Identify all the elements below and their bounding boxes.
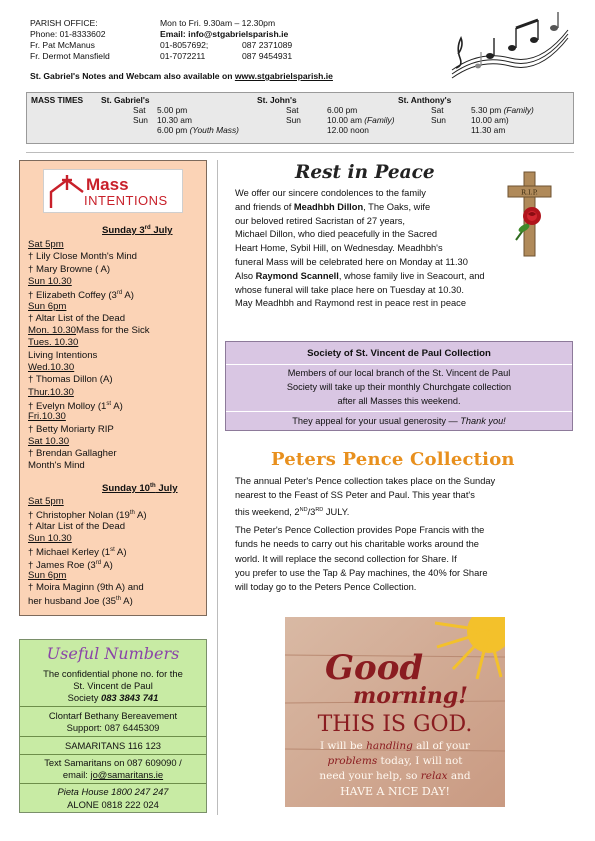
intention-sup: th	[116, 596, 122, 603]
rip-text: We offer our sincere condolences to the family	[235, 188, 426, 198]
church-cross-icon	[47, 174, 87, 210]
mass-day: Sun	[286, 115, 301, 125]
intention-item	[28, 594, 133, 607]
deceased-name: Meadhbh Dillon	[293, 201, 364, 212]
rip-text: Heart Home, Sybil Hill, on Wednesday. Meadhbh's	[235, 243, 443, 254]
sunday-heading	[102, 481, 178, 494]
mass-time	[327, 115, 395, 125]
pp-line: The annual Peter's Pence collection takes place on the Sunday	[235, 476, 496, 486]
intention-time	[28, 411, 66, 422]
intention-time	[28, 533, 72, 544]
logo-word-mass: Mass	[86, 175, 129, 194]
intention-text: † James Roe (3	[28, 559, 96, 571]
pp-date-c: JULY.	[323, 506, 350, 517]
intention-text: Mon. 10.30	[28, 325, 77, 337]
sunday-heading-rest: July	[155, 483, 178, 495]
mass-time	[471, 105, 534, 115]
intention-text: † Elizabeth Coffey (3	[28, 290, 117, 302]
divider	[20, 783, 206, 784]
mass-time	[157, 115, 192, 125]
header-row-label: PARISH OFFICE:	[30, 18, 98, 28]
intention-text: † Christopher Nolan (19	[28, 510, 130, 522]
intention-text: Sun 6pm	[28, 300, 67, 312]
header-row-value: 01-8057692;	[160, 40, 209, 50]
header-footnote-text: St. Gabriel's Notes and Webcam also available on	[30, 71, 233, 81]
intention-item	[28, 460, 85, 471]
rip-line	[235, 216, 405, 227]
mass-time-value: 10.00 am)	[471, 115, 509, 125]
sunday-heading-text: Sunday 10	[102, 483, 150, 495]
intention-item	[28, 288, 134, 301]
intention-time	[28, 570, 66, 581]
header-row	[30, 40, 470, 51]
intention-time	[28, 387, 74, 398]
rip-line	[235, 202, 430, 213]
intention-item	[28, 374, 113, 385]
bethany-line: Support: 087 6445309	[66, 722, 160, 733]
intention-item	[28, 508, 147, 521]
mass-day: Sun	[133, 115, 148, 125]
pp-line: will today go to the Peters Pence Collection.	[235, 582, 417, 593]
header-row-label: Fr. Dermot Mansfield	[30, 51, 110, 61]
intention-text: her husband Joe (35	[28, 596, 117, 608]
intention-text: † Altar List of the Dead	[28, 312, 126, 324]
intention-text: Sat 5pm	[28, 239, 64, 250]
mass-time	[157, 125, 239, 135]
pp-line: nearest to the Feast of SS Peter and Paul. This year that's	[235, 490, 475, 501]
svdp-line: Society will take up their monthly Churchgate collection	[286, 382, 512, 392]
intention-text: Wed.10.30	[28, 362, 75, 373]
intention-sup: st	[110, 547, 115, 554]
intention-sup: rd	[95, 559, 102, 566]
logo-word-intentions: INTENTIONS	[84, 193, 168, 208]
svdp-title: Society of St. Vincent de Paul Collection	[307, 348, 491, 359]
svdp-phone: 083 3843 741	[101, 692, 159, 703]
mass-times-label: MASS TIMES	[31, 95, 84, 105]
email-line	[20, 769, 206, 780]
intention-text: † Betty Moriarty RIP	[28, 423, 114, 435]
intention-item	[28, 582, 144, 593]
intention-time	[28, 239, 64, 250]
svdp-line: Members of our local branch of the St. Vincent de Paul	[287, 368, 511, 378]
mass-day: Sat	[431, 105, 444, 115]
header-row-value: 01-7072211	[160, 51, 206, 61]
intention-text: Tues. 10.30	[28, 337, 79, 349]
pp-date-sup: RD	[315, 506, 324, 513]
header-row-extra: 087 2371089	[242, 40, 293, 50]
rip-title: Rest in Peace	[295, 162, 435, 183]
pp-date-b: /3	[307, 506, 316, 517]
image-text-morning: morning!	[353, 683, 468, 709]
mass-time	[327, 105, 357, 115]
divider	[226, 411, 572, 412]
intention-item	[28, 251, 137, 262]
church-name: St. Gabriel's	[101, 95, 150, 105]
divider	[20, 736, 206, 737]
rip-line	[235, 243, 443, 254]
rip-text: Also	[235, 270, 256, 281]
mass-time	[327, 125, 369, 135]
divider	[26, 152, 574, 153]
email-link[interactable]: jo@samaritans.ie	[90, 769, 164, 780]
good-morning-image	[285, 617, 505, 807]
pp-line: funds he needs to carry out his charitable works around the	[235, 539, 479, 550]
mass-time-value: 6.00 pm	[327, 105, 358, 115]
intention-item	[28, 424, 114, 435]
intention-time	[28, 436, 69, 447]
image-text-nice-day: HAVE A NICE DAY!	[340, 785, 450, 798]
rip-line	[235, 257, 468, 268]
intention-rest: A)	[101, 559, 113, 571]
mass-time	[471, 115, 509, 125]
svdp-appeal-text: They appeal for your usual generosity —	[292, 416, 461, 426]
sunday-heading-rest: July	[150, 225, 173, 237]
intention-time	[28, 276, 72, 287]
intention-text: Thur.10.30	[28, 386, 74, 398]
mass-time-value: 5.30 pm	[471, 105, 502, 115]
sunday-heading	[102, 223, 173, 236]
rip-line	[235, 229, 437, 240]
rip-text: our beloved retired Sacristan of 27 years,	[235, 215, 406, 226]
intention-item	[28, 350, 97, 361]
image-text-line5: problems today, I will not	[327, 755, 463, 767]
bethany-line: Clontarf Bethany Bereavement	[48, 710, 178, 721]
sunday-heading-sup: th	[150, 483, 156, 489]
header-row-extra: 087 9454931	[242, 51, 293, 61]
intention-text: Month's Mind	[28, 460, 85, 472]
header-row-label: Fr. Pat McManus	[30, 40, 95, 50]
pp-date-sup: ND	[299, 506, 308, 513]
website-link[interactable]: www.stgabrielsparish.ie	[234, 71, 333, 81]
mass-time-note: (Family)	[364, 115, 395, 125]
deceased-name: Raymond Scannell	[255, 270, 339, 281]
image-text-good: Good	[325, 648, 424, 688]
mass-time-note: (Family)	[503, 105, 534, 115]
rip-text: funeral Mass will be celebrated here on Monday at 11.30	[235, 257, 468, 267]
header-footnote	[30, 71, 333, 81]
rip-line	[235, 285, 464, 296]
text-samaritans-line: Text Samaritans on 087 609090 /	[44, 757, 182, 768]
svdp-thanks: Thank you!	[460, 416, 506, 426]
mass-day: Sat	[286, 105, 299, 115]
intention-time	[28, 362, 74, 373]
church-name: St. John's	[257, 95, 297, 105]
intention-text: Fri.10.30	[28, 411, 66, 423]
mass-time-note: (Youth Mass)	[189, 125, 239, 135]
mass-time-value: 5.00 pm	[157, 105, 188, 115]
intention-rest: A)	[114, 547, 127, 559]
music-notes-icon	[450, 10, 570, 84]
svdp-phone-desc: The confidential phone no. for the	[43, 668, 183, 679]
pp-line	[235, 505, 349, 518]
intention-rest: A)	[134, 510, 147, 522]
intention-time	[28, 337, 78, 348]
intention-after: Mass for the Sick	[76, 325, 150, 337]
mass-time-value: 10.00 am	[327, 115, 362, 125]
intention-text: Living Intentions	[28, 349, 98, 361]
intention-item	[28, 545, 127, 558]
intention-text: † Thomas Dillon (A)	[28, 374, 113, 386]
rip-text: , whose family live in Seacourt, and	[338, 270, 485, 281]
header-row	[30, 51, 470, 62]
useful-numbers-title: Useful Numbers	[46, 644, 180, 663]
cross-rose-icon	[502, 170, 557, 258]
pieta-text: Pieta House 1800 247 247	[57, 786, 169, 797]
intention-time	[28, 325, 150, 336]
intention-text: † Michael Kerley (1	[28, 547, 111, 559]
intention-text: Sat 5pm	[28, 496, 64, 507]
mass-intentions-logo	[43, 169, 183, 213]
intention-sup: rd	[116, 290, 123, 297]
mass-time-value: 11.30 am	[471, 125, 506, 135]
mass-day: Sun	[431, 115, 446, 125]
intention-time	[28, 496, 64, 507]
header-row-label: Phone: 01-8333602	[30, 29, 106, 39]
mass-day: Sat	[133, 105, 146, 115]
rip-line	[235, 271, 485, 282]
svdp-line: after all Masses this weekend.	[337, 396, 461, 406]
intention-item	[28, 264, 110, 275]
mass-time-value: 10.30 am	[157, 115, 192, 125]
intention-text: Sun 10.30	[28, 275, 72, 287]
mass-time	[157, 105, 187, 115]
intention-rest: A)	[122, 290, 134, 302]
rip-text: whose funeral will take place here on Tuesday at 10.30.	[235, 284, 464, 295]
sunday-heading-sup: rd	[144, 225, 151, 231]
image-text-line4: I will be handling all of your	[319, 740, 471, 752]
intention-rest: A)	[121, 596, 133, 608]
rip-line	[235, 298, 466, 309]
mass-intentions-box	[19, 160, 207, 616]
header-row-value: Email: info@stgabrielsparish.ie	[160, 29, 289, 39]
useful-numbers-box	[19, 639, 207, 813]
mass-times-box	[26, 92, 574, 144]
intention-item	[28, 558, 113, 571]
intention-text: † Lily Close Month's Mind	[28, 251, 138, 263]
intention-rest: A)	[111, 401, 123, 413]
intention-sup: st	[106, 400, 112, 407]
pieta-line	[20, 786, 206, 797]
rip-text: Michael Dillon, who died peacefully in the Sacred	[235, 229, 438, 240]
rip-text: , The Oaks, wife	[363, 201, 431, 212]
image-text-line6: need your help, so relax and	[319, 770, 471, 782]
mass-time-value: 12.00 noon	[327, 125, 369, 135]
pp-date-a: this weekend, 2	[235, 506, 300, 517]
intention-item	[28, 448, 117, 459]
samaritans-line: SAMARITANS 116 123	[64, 740, 162, 751]
intention-text: † Altar List of the Dead	[28, 520, 126, 532]
divider	[20, 706, 206, 707]
rip-line	[235, 188, 426, 199]
intention-text: Sun 10.30	[28, 532, 72, 544]
mass-time	[471, 125, 505, 135]
rip-text: May Meadhbh and Raymond rest in peace rest in peace	[235, 298, 467, 309]
intention-item	[28, 399, 123, 412]
peters-pence-title: Peters Pence Collection	[271, 449, 515, 470]
column-divider	[217, 160, 218, 815]
image-text-this-is-god: THIS IS GOD.	[317, 712, 473, 737]
cross-inscription: R.I.P.	[521, 188, 538, 197]
sunday-heading-text: Sunday 3	[102, 225, 145, 237]
pp-line: The Peter's Pence Collection provides Pope Francis with the	[235, 525, 485, 535]
church-name: St. Anthony's	[398, 95, 452, 105]
header-row	[30, 29, 470, 40]
svdp-society: Society	[67, 692, 99, 703]
intention-text: † Evelyn Molloy (1	[28, 401, 107, 413]
intention-text: Sat 10.30	[28, 435, 70, 447]
mass-time-value: 6.00 pm	[157, 125, 188, 135]
intention-time	[28, 301, 66, 312]
divider	[20, 754, 206, 755]
header-row	[30, 18, 470, 29]
intention-text: † Mary Browne ( A)	[28, 263, 111, 275]
intention-text: Sun 6pm	[28, 569, 67, 581]
intention-text: † Moira Maginn (9th A) and	[28, 582, 144, 594]
intention-item	[28, 521, 125, 532]
header-row-value: Mon to Fri. 9.30am – 12.30pm	[160, 18, 276, 28]
email-label: email:	[62, 769, 91, 780]
svdp-box	[225, 341, 573, 431]
pp-line: world. It will replace the second collection for Share. If	[235, 553, 457, 564]
rip-text: and friends of	[235, 201, 294, 212]
intention-sup: th	[129, 510, 135, 517]
divider	[226, 364, 572, 365]
intention-item	[28, 313, 125, 324]
svdp-phone-desc: St. Vincent de Paul	[73, 680, 153, 691]
intention-text: † Brendan Gallagher	[28, 448, 117, 460]
alone-line: ALONE 0818 222 024	[67, 799, 159, 810]
svdp-appeal	[226, 416, 572, 427]
pp-line: you prefer to use the Tap & Pay machines, the 40% for Share	[235, 567, 488, 578]
svdp-phone-line	[20, 692, 206, 703]
